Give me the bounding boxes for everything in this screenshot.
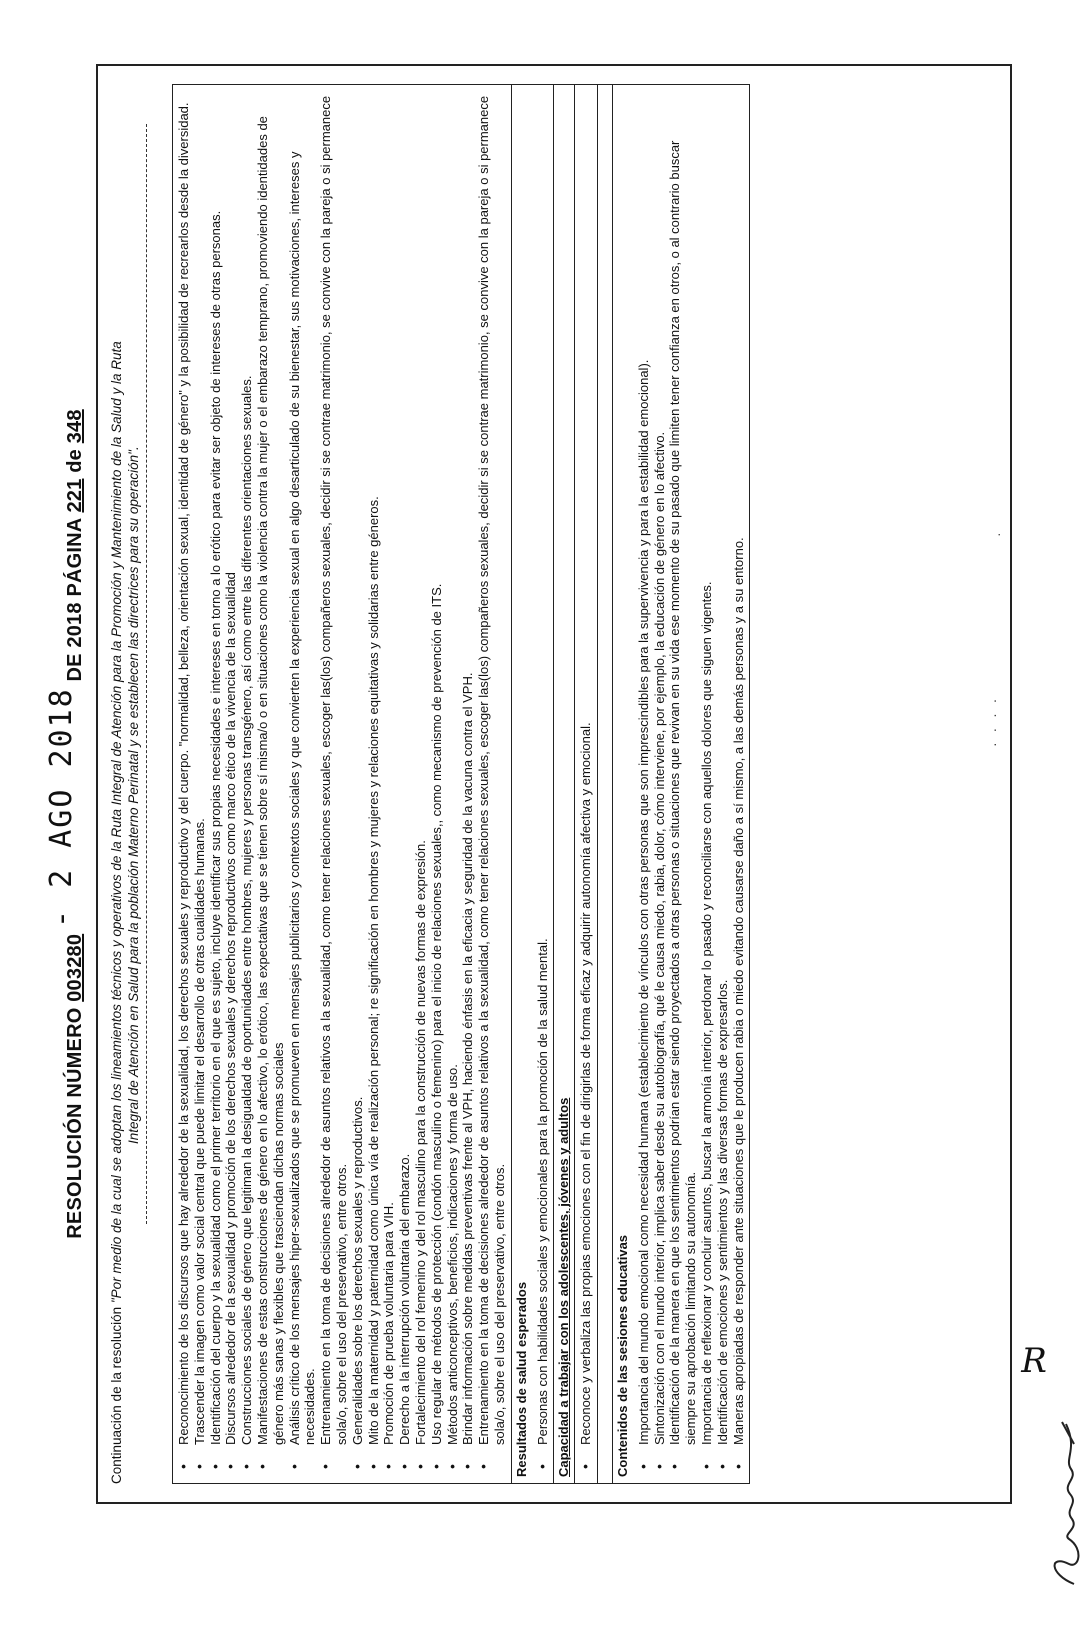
list-item: • Generalidades sobre los derechos sexuales y reproductivos.: [350, 91, 366, 1473]
results-list: [532, 85, 554, 1483]
list-item: • Entrenamiento en la toma de decisiones alrededor de asuntos relativos a la sexualidad, como tener relaciones sexuales, escoger las(los) compañeros sexuales, decidir si se contrae matrimonio, se convive con la pareja o si permanece sola/o, sobre el uso del preservativo, entre otros.: [318, 91, 350, 1473]
list-item: • Importancia del mundo emocional como necesidad humana (establecimiento de vínculos con otras personas que son imprescindibles para la supervivencia y para la estabilidad emocional).: [636, 91, 652, 1473]
list-item: • Importancia de reflexionar y concluir asuntos, buscar la armonía interior, perdonar lo pasado y reconciliarse con aquellos dolores que siguen vigentes.: [699, 91, 715, 1473]
date-stamp: - 2 AGO 2018: [44, 687, 79, 929]
page-total: 348: [64, 409, 86, 444]
handwritten-initial: R: [1021, 1341, 1047, 1382]
list-item: • Identificación del cuerpo y la sexualidad como el primer territorio en el que es sujeto, incluye identificar sus propias necesidades e intereses en torno a lo erótico para evitar ser objeto de intereses de otras personas.: [208, 91, 224, 1473]
table-spacer-row: [597, 85, 612, 1483]
list-item: • Identificación de la manera en que los sentimientos podrían estar siendo proyectados a otras personas o situaciones que revivan en su vida ese momento de su pasado que limiten tener confianza en otros, o al contrario buscar siempre su aprobación limitando su autonomía.: [667, 91, 699, 1473]
resolution-year-page-label: DE 2018 PÁGINA: [64, 518, 86, 682]
continuation-note: [108, 84, 147, 1484]
rotated-document-page: [4, 24, 1047, 1624]
capacity-heading: Capacidad a trabajar con los adolescentes, jóvenes y adultos: [553, 85, 574, 1483]
continuation-prefix: Continuación de la resolución: [109, 1306, 124, 1484]
list-item: • Derecho a la interrupción voluntaria del embarazo.: [397, 91, 413, 1473]
scan-artifact-dot: ·: [990, 532, 1006, 537]
resolution-number: 003280: [64, 933, 86, 1002]
list-item: • Entrenamiento en la toma de decisiones alrededor de asuntos relativos a la sexualidad, como tener relaciones sexuales, escoger las(los) compañeros sexuales, decidir si se contrae matrimonio, se convive con la pareja o si permanece sola/o, sobre el uso del preservativo, entre otros.: [476, 91, 508, 1473]
results-heading: Resultados de salud esperados: [511, 85, 532, 1483]
page-of-label: de: [64, 449, 86, 473]
list-item: • Maneras apropiadas de responder ante situaciones que le producen rabia o miedo evitando causarse daño a sí mismo, a las demás personas y a su entorno.: [731, 91, 747, 1473]
list-item: • Manifestaciones de estas construcciones de género en lo afectivo, lo erótico, las expectativas que se tienen sobre sí misma/o o en situaciones como la violencia contra la mujer o el embarazo temprano, promoviendo identidades de género más sanas y flexibles que trasciendan dichas normas sociales: [255, 91, 287, 1473]
scan-artifact-marks: · · · ·: [986, 695, 1002, 747]
list-item: • Identificación de emociones y sentimientos y las diversas formas de expresarlos.: [715, 91, 731, 1473]
handwritten-signature: [1044, 1414, 1080, 1594]
list-item: • Reconoce y verbaliza las propias emociones con el fin de dirigirlas de forma eficaz y adquirir autonomía afectiva y emocional.: [578, 91, 594, 1473]
list-item: • Fortalecimiento del rol femenino y del rol masculino para la construcción de nuevas formas de expresión.: [413, 91, 429, 1473]
continuation-quote-line1: "Por medio de la cual se adoptan los lineamientos técnicos y operativos de la Ruta Integral de Atención para la Promoción y Mantenimiento de la Salud y la Ruta: [109, 341, 124, 1304]
list-item: • Brindar información sobre medidas preventivas frente al VPH, haciendo énfasis en la eficacia y seguridad de la vacuna contra el VPH.: [460, 91, 476, 1473]
list-item: • Trascender la imagen como valor social central que puede limitar el desarrollo de otras cualidades humanas.: [192, 91, 208, 1473]
resolution-title: [44, 24, 89, 1624]
list-item: • Discursos alrededor de la sexualidad y promoción de los derechos sexuales y derechos reproductivos como marco ético de la vivencia de la sexualidad: [223, 91, 239, 1473]
list-item: • Uso regular de métodos de protección (condón masculino o femenino) para el inicio de relaciones sexuales,, como mecanismo de prevención de ITS.: [429, 91, 445, 1473]
list-item: • Sintonización con el mundo interior, implica saber desde su autobiografía, qué le causa miedo, rabia, dolor, cómo interviene, por ejemplo, la educación de género en lo afectivo.: [652, 91, 668, 1473]
continuation-quote-line2: Integral de Atención en Salud para la población Materno Perinatal y se establecen las directrices para su operación".: [126, 446, 141, 1144]
resolution-header: [44, 24, 89, 1624]
top-topic-list: [173, 85, 511, 1483]
contents-heading: Contenidos de las sesiones educativas: [612, 85, 633, 1483]
content-table: [172, 84, 750, 1484]
capacity-list: [575, 85, 597, 1483]
page-frame: [96, 64, 1012, 1504]
list-item: • Reconocimiento de los discursos que hay alrededor de la sexualidad, los derechos sexuales y reproductivo y del cuerpo. "normalidad, belleza, orientación sexual, identidad de género" y la posibilidad de recrearlos desde la diversidad.: [176, 91, 192, 1473]
list-item: • Construcciones sociales de género que legitiman la desigualdad de oportunidades entre hombres, mujeres y personas transgénero, así como entre las diferentes orientaciones sexuales.: [239, 91, 255, 1473]
page-number: 221: [64, 478, 86, 513]
resolution-label: RESOLUCIÓN NÚMERO: [64, 1007, 86, 1239]
list-item: • Mito de la maternidad y paternidad como única vía de realización personal; re significación en hombres y mujeres y relaciones equitativas y solidarias entre géneros.: [366, 91, 382, 1473]
list-item: • Métodos anticonceptivos, beneficios, indicaciones y forma de uso.: [445, 91, 461, 1473]
dashed-separator: [146, 124, 147, 1224]
list-item: • Análisis crítico de los mensajes hiper-sexualizados que se promueven en mensajes publicitarios y contextos sociales y que convierten la experiencia sexual en algo desarticulado de su bienestar, sus motivaciones, intereses y necesidades.: [287, 91, 319, 1473]
contents-list: [633, 85, 750, 1483]
list-item: • Promoción de prueba voluntaria para VIH.: [381, 91, 397, 1473]
capacity-body: [574, 85, 597, 1483]
list-item: • Personas con habilidades sociales y emocionales para la promoción de la salud mental.: [535, 91, 551, 1473]
